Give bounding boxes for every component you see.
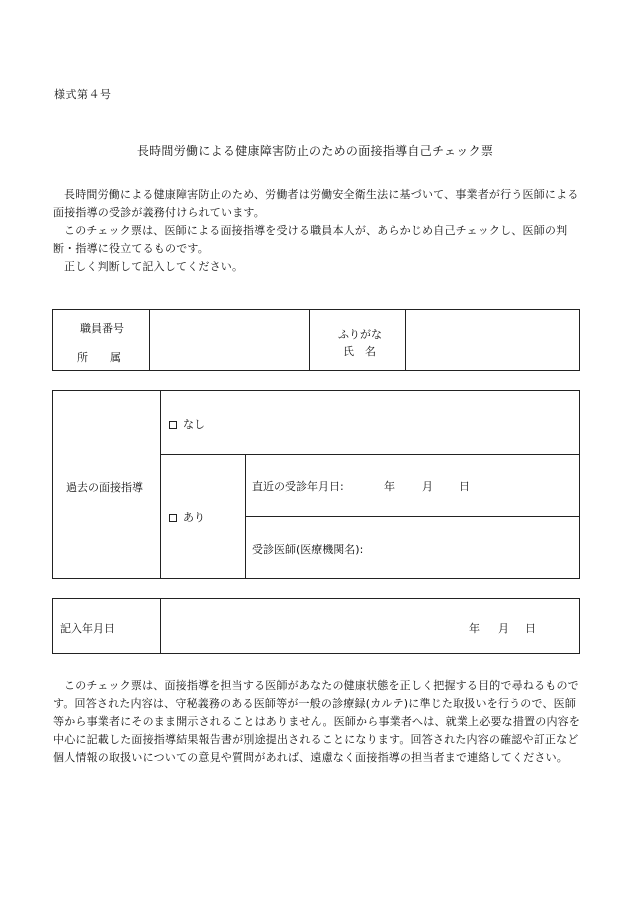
department-label: 所 属 <box>77 351 121 364</box>
page-title: 長時間労働による健康障害防止のための面接指導自己チェック票 <box>136 144 494 158</box>
option-none-label: なし <box>183 418 205 431</box>
entry-date-month: 月 <box>498 622 509 635</box>
privacy-notice <box>53 677 583 767</box>
doctor-label: 受診医師(医療機関名): <box>252 543 364 556</box>
past-interview-label: 過去の面接指導 <box>66 481 143 494</box>
staff-number-label: 職員番号 <box>80 322 124 335</box>
name-field[interactable] <box>406 310 579 370</box>
intro-paragraph: このチェック票は、医師による面接指導を受ける職員本人が、あらかじめ自己チェックし、医師の判断・指導に役立てるものです。 <box>53 224 568 255</box>
last-visit-day: 日 <box>459 480 470 493</box>
checkbox-none[interactable] <box>169 421 177 429</box>
intro-paragraph: 長時間労働による健康障害防止のため、労働者は労働安全衛生法に基づいて、事業者が行う医師による面接指導の受診が義務付けられています。 <box>53 188 579 219</box>
last-visit-year: 年 <box>384 480 395 493</box>
form-number: 様式第４号 <box>54 88 112 101</box>
furigana-label: ふりがな <box>338 328 382 341</box>
option-yes[interactable] <box>169 509 205 525</box>
entry-date-table <box>52 598 580 654</box>
past-interview-table <box>52 390 580 579</box>
last-visit-label: 直近の受診年月日: <box>252 480 344 493</box>
intro-paragraph: 正しく判断して記入してください。 <box>64 260 244 273</box>
entry-date-year: 年 <box>469 622 480 635</box>
staff-info-field[interactable] <box>150 310 309 370</box>
entry-date-field[interactable] <box>161 599 579 653</box>
entry-date-label: 記入年月日 <box>60 622 115 635</box>
option-yes-label: あり <box>183 511 205 524</box>
name-label: 氏 名 <box>343 345 376 358</box>
last-visit-month: 月 <box>422 480 433 493</box>
privacy-notice-text: このチェック票は、面接指導を担当する医師があなたの健康状態を正しく把握する目的で尋ねるものです。回答された内容は、守秘義務のある医師等が一般の診療録(カルテ)に準じた取扱いを行うので、医師等から事業者にそのまま開示されることはありません。医師から事業者へは、就業上必要な措置の内容を中心に記載した面接指導結果報告書が別途提出されることになります。回答された内容の確認や訂正など個人情報の取扱いについての意見や質問があれば、遠慮なく面接指導の担当者まで連絡してください。 <box>53 679 581 764</box>
entry-date-day: 日 <box>525 622 536 635</box>
option-none[interactable] <box>169 416 205 432</box>
checkbox-yes[interactable] <box>169 514 177 522</box>
employee-info-table <box>52 309 580 371</box>
intro-text <box>53 186 583 276</box>
